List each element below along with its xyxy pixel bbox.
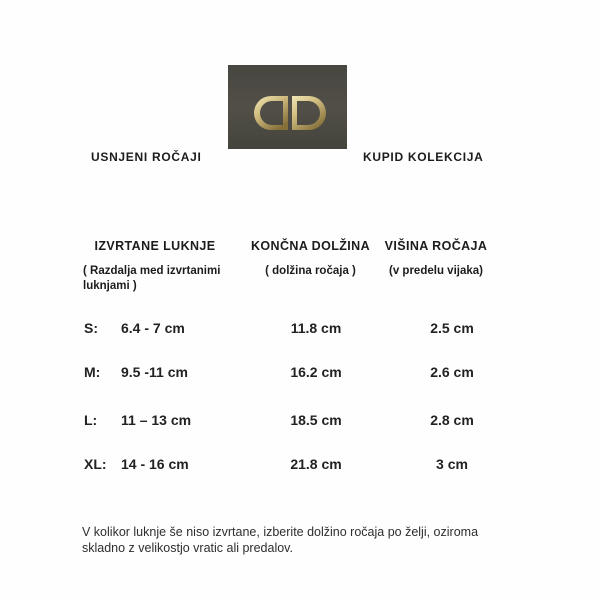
column-subheader-holes: ( Razdalja med izvrtanimi luknjami )	[83, 265, 221, 292]
height-value: 2.5 cm	[430, 320, 474, 336]
size-label: L:	[84, 412, 98, 428]
length-value: 11.8 cm	[290, 320, 342, 336]
column-header-holes: IZVRTANE LUKNJE	[94, 239, 216, 253]
column-subheader-length: ( dolžina ročaja )	[265, 265, 356, 277]
size-label: S:	[84, 320, 98, 336]
column-header-height: VIŠINA ROČAJA	[384, 239, 488, 253]
size-label: M:	[84, 364, 101, 380]
table-row-s	[0, 320, 600, 338]
column-header-length: KONČNA DOLŽINA	[250, 239, 370, 253]
height-value: 2.8 cm	[430, 412, 474, 428]
length-value: 21.8 cm	[290, 456, 342, 472]
length-value: 18.5 cm	[290, 412, 342, 428]
product-line-title: USNJENI ROČAJI	[91, 150, 202, 164]
table-row-xl	[0, 456, 600, 474]
holes-value: 14 - 16 cm	[121, 456, 189, 472]
collection-title: KUPID KOLEKCIJA	[363, 150, 484, 164]
dd-monogram-icon	[228, 65, 347, 149]
footer-note: V kolikor luknje še niso izvrtane, izberite dolžino ročaja po želji, oziroma skladno z velikostjo vratic ali predalov.	[82, 525, 479, 555]
length-value: 16.2 cm	[290, 364, 342, 380]
table-row-m	[0, 364, 600, 382]
table-row-l	[0, 412, 600, 430]
height-value: 2.6 cm	[430, 364, 474, 380]
holes-value: 9.5 -11 cm	[121, 364, 188, 380]
column-subheader-height: (v predelu vijaka)	[389, 265, 483, 277]
holes-value: 6.4 - 7 cm	[121, 320, 185, 336]
brand-logo	[228, 65, 347, 149]
size-label: XL:	[84, 456, 107, 472]
height-value: 3 cm	[436, 456, 468, 472]
holes-value: 11 – 13 cm	[121, 412, 192, 428]
